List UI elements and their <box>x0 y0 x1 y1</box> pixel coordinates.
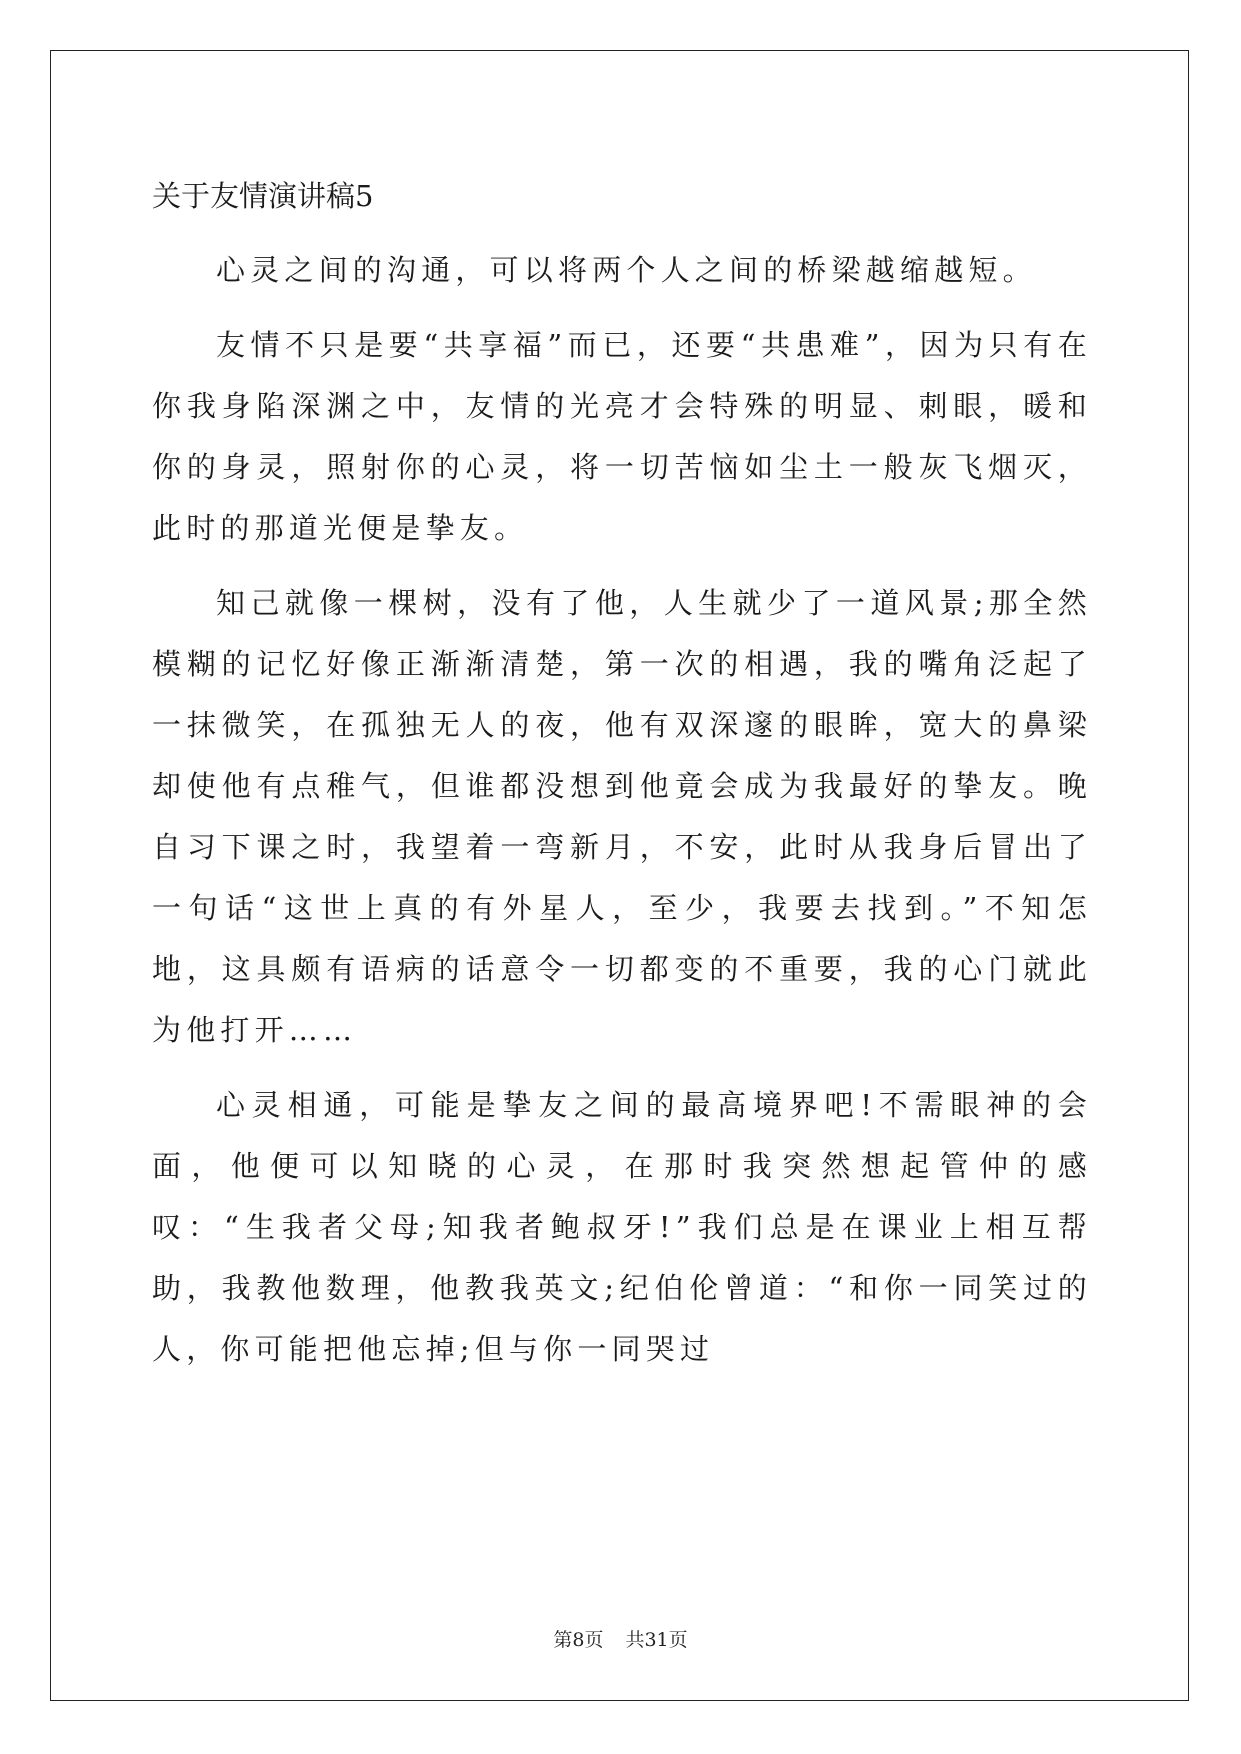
document-title: 关于友情演讲稿5 <box>152 179 374 213</box>
current-page-number: 第8页 <box>553 1629 604 1651</box>
paragraph: 心灵之间的沟通，可以将两个人之间的桥梁越缩越短。 <box>216 253 1037 287</box>
document-body <box>152 166 1092 1394</box>
total-pages: 共31页 <box>625 1629 688 1651</box>
paragraph: 友情不只是要“共享福”而已，还要“共患难”，因为只有在你我身陷深渊之中，友情的光亮才会特殊的明显、刺眼，暖和你的身灵，照射你的心灵，将一切苦恼如尘土一般灰飞烟灭，此时的那道光便是挚友。 <box>152 328 1092 545</box>
page-footer <box>0 1625 1241 1652</box>
paragraph: 知己就像一棵树，没有了他，人生就少了一道风景;那全然模糊的记忆好像正渐渐清楚，第一次的相遇，我的嘴角泛起了一抹微笑，在孤独无人的夜，他有双深邃的眼眸，宽大的鼻梁却使他有点稚气，但谁都没想到他竟会成为我最好的挚友。晚自习下课之时，我望着一弯新月，不安，此时从我身后冒出了一句话“这世上真的有外星人，至少，我要去找到。”不知怎地，这具颇有语病的话意令一切都变的不重要，我的心门就此为他打开…… <box>152 586 1092 1047</box>
paragraph: 心灵相通，可能是挚友之间的最高境界吧!不需眼神的会面，他便可以知晓的心灵，在那时我突然想起管仲的感叹：“生我者父母;知我者鲍叔牙!”我们总是在课业上相互帮助，我教他数理，他教我英文;纪伯伦曾道：“和你一同笑过的人，你可能把他忘掉;但与你一同哭过 <box>152 1088 1092 1366</box>
